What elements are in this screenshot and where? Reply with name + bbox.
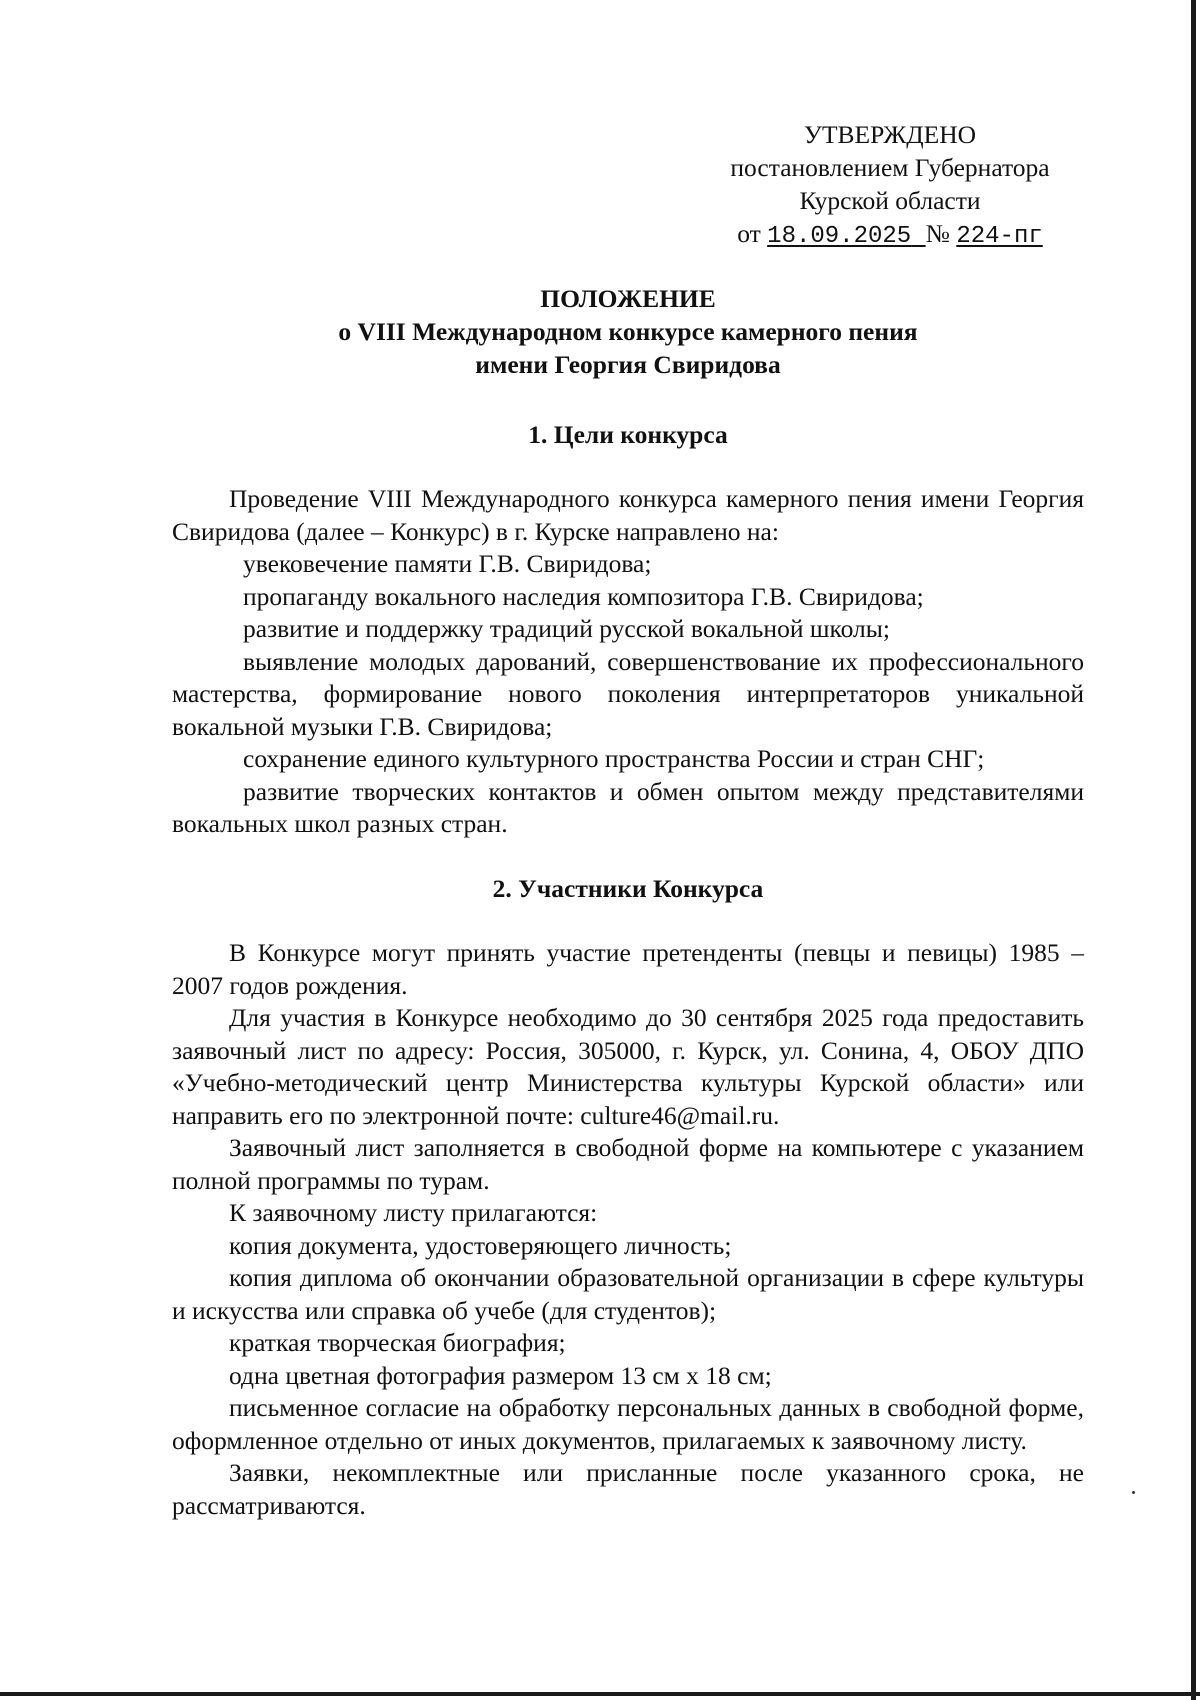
goal-item: развитие и поддержку традиций русской вокальной школы; [243,614,890,643]
section-1-intro: Проведение VIII Международного конкурса камерного пения имени Георгия Свиридова (далее – Конкурс) в г. Курске направлено на: [172,484,1084,546]
goal-item: пропаганду вокального наследия композитора Г.В. Свиридова; [243,581,924,611]
goal-item: выявление молодых дарований, совершенствование их профессионального мастерства, формирование нового поколения интерпретаторов уникальной вокальной музыки Г.В. Свиридова; [172,646,1084,741]
approval-stamp [700,118,1080,253]
number-prefix: № [925,219,950,248]
decree-date: 18.09.2025 [767,223,912,250]
section-2-body [172,937,1084,1522]
attachment-item: копия документа, удостоверяющего личность; [229,1230,732,1260]
section-1-heading: 1. Цели конкурса [528,420,728,449]
paragraph: В Конкурсе могут принять участие претенденты (певцы и певицы) 1985 – 2007 годов рождения. [172,938,1084,1000]
goal-item: развитие творческих контактов и обмен опытом между представителями вокальных школ разных стран. [172,776,1084,838]
section-2-heading: 2. Участники Конкурса [492,874,764,903]
attachment-item: краткая творческая биография; [229,1328,566,1357]
goal-item: сохранение единого культурного пространства России и стран СНГ; [243,744,985,773]
attachment-item: копия диплома об окончании образовательной организации в сфере культуры и искусства или справка об учебе (для студентов); [172,1263,1084,1325]
paragraph: Заявки, некомплектные или присланные после указанного срока, не рассматриваются. [172,1458,1084,1520]
scan-speck [1132,1491,1135,1494]
approval-decree: постановлением Губернатора [730,153,1050,182]
paragraph: К заявочному листу прилагаются: [229,1198,598,1227]
goal-item: увековечение памяти Г.В. Свиридова; [243,549,652,578]
attachment-item: одна цветная фотография размером 13 см х 18 см; [229,1360,772,1390]
decree-number: 224-пг [956,223,1043,250]
attachment-item: письменное согласие на обработку персональных данных в свободной форме, оформленное отдельно от иных документов, прилагаемых к заявочному листу. [172,1393,1084,1455]
approval-date-line [700,217,1080,253]
paragraph: Заявочный лист заполняется в свободной форме на компьютере с указанием полной программы по турам. [172,1133,1084,1195]
scan-edge-bottom [0,1692,1200,1696]
paragraph: Для участия в Конкурсе необходимо до 30 сентября 2025 года предоставить заявочный лист по адресу: Россия, 305000, г. Курск, ул. Сонина, 4, ОБОУ ДПО «Учебно-методический центр Министерства культуры Курской области» или направить его по электронной почте: culture46@mail.ru. [172,1003,1084,1130]
title-line-3: имени Георгия Свиридова [475,350,781,379]
title-line-2: о VIII Международном конкурсе камерного пения [338,317,918,346]
section-1-body [172,483,1084,841]
approval-title: УТВЕРЖДЕНО [803,120,977,149]
approval-region: Курской области [799,186,981,215]
date-prefix: от [737,219,761,248]
title-main: ПОЛОЖЕНИЕ [540,284,716,313]
scan-edge-right [1191,0,1196,1700]
document-title [172,282,1084,381]
